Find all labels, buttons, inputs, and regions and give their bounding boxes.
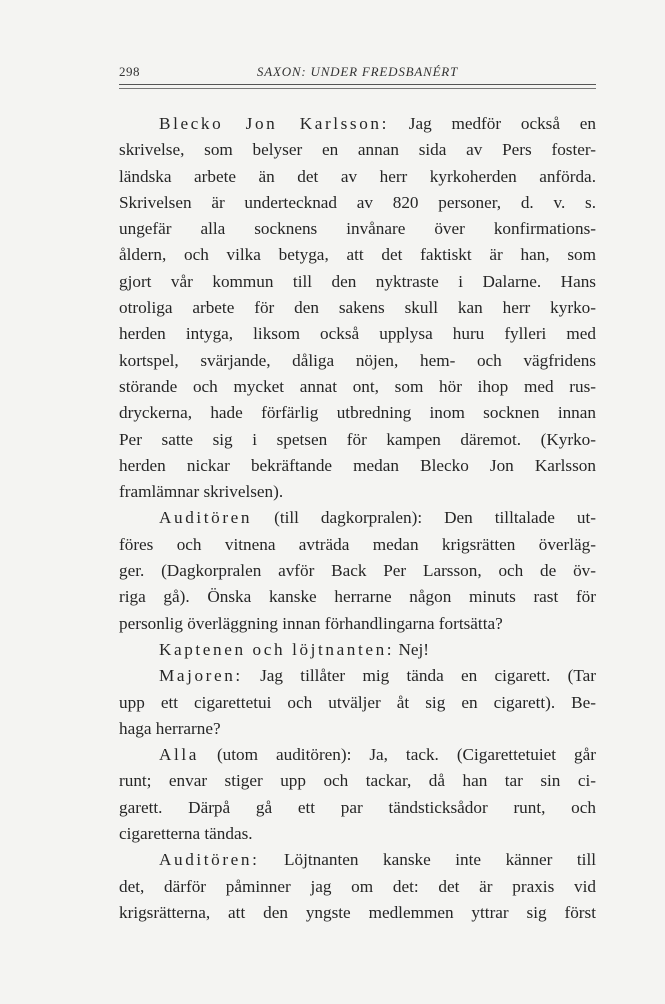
text-line: ländska arbete än det av herr kyrkoherden anförda.	[119, 166, 596, 186]
text-line: otroliga arbete för den sakens skull kan herr kyrko-	[119, 298, 596, 318]
text-line: riga gå). Önska kanske herrarne någon minuts rast för	[119, 587, 596, 607]
text-line: upp ett cigarettetui och utväljer åt sig en cigarett). Be-	[119, 692, 596, 712]
text-line: haga herrarne?	[119, 718, 221, 738]
speaker-name: Auditören:	[159, 850, 260, 870]
text-line: dryckerna, hade förfärlig utbredning inom socknen innan	[119, 403, 596, 423]
paragraph-alla	[119, 742, 596, 847]
speaker-name: Kaptenen och löjtnanten:	[159, 639, 395, 659]
text-line: herden nickar bekräftande medan Blecko Jon Karlsson	[119, 455, 596, 475]
paragraph-blecko	[119, 111, 596, 505]
text-line: ungefär alla socknens invånare över konfirmations-	[119, 219, 596, 239]
text-line: personlig överläggning innan förhandlingarna fortsätta?	[119, 613, 503, 633]
text-line: kortspel, svärjande, dåliga nöjen, hem- och vägfridens	[119, 350, 596, 370]
text-line: Skrivelsen är undertecknad av 820 personer, d. v. s.	[119, 192, 596, 212]
text-line: föres och vitnena avträda medan krigsrätten överläg-	[119, 534, 596, 554]
text-line: ger. (Dagkorpralen avför Back Per Larsson, och de öv-	[119, 561, 596, 581]
text-line: runt; envar stiger upp och tackar, då han tar sin ci-	[119, 771, 596, 791]
paragraph-auditoren-2	[119, 847, 596, 926]
text-line: åldern, och vilka betyga, att det faktiskt är han, som	[119, 245, 596, 265]
text-line: Alla (utom auditören): Ja, tack. (Cigarettetuiet går	[159, 745, 596, 765]
paragraph-kaptenen	[119, 637, 596, 663]
body-text	[119, 111, 596, 926]
text-line: cigaretterna tändas.	[119, 824, 253, 844]
page-header	[119, 60, 596, 90]
text-line: störande och mycket annat ont, som hör ihop med rus-	[119, 376, 596, 396]
text-line: krigsrätterna, att den yngste medlemmen yttrar sig först	[119, 902, 596, 922]
text-line: herden intyga, liksom också upplysa huru fylleri med	[119, 324, 596, 344]
text-line: skrivelse, som belyser en annan sida av Pers foster-	[119, 140, 596, 160]
text-line: garett. Därpå gå ett par tändsticksådor runt, och	[119, 797, 596, 817]
text-line: Blecko Jon Karlsson: Jag medför också en	[159, 114, 596, 133]
text-line: Auditören: Löjtnanten kanske inte känner till	[159, 850, 596, 870]
text-line: framlämnar skrivelsen).	[119, 482, 284, 502]
text-line: Auditören (till dagkorpralen): Den tilltalade ut-	[159, 508, 596, 528]
speaker-name: Auditören	[159, 508, 253, 528]
header-rule-thin	[119, 88, 596, 89]
paragraph-majoren	[119, 663, 596, 742]
speaker-name: Majoren:	[159, 666, 243, 686]
page-number: 298	[119, 64, 140, 79]
text-line: Kaptenen och löjtnanten: Nej!	[159, 639, 430, 659]
speaker-name: Alla	[159, 745, 199, 765]
running-title: SAXON: UNDER FREDSBANÉRT	[256, 64, 459, 79]
text-line: Per satte sig i spetsen för kampen däremot. (Kyrko-	[119, 429, 596, 449]
speaker-name: Blecko Jon Karlsson:	[159, 114, 389, 133]
text-line: Majoren: Jag tillåter mig tända en cigarett. (Tar	[159, 666, 596, 686]
header-rule-thick	[119, 84, 596, 85]
text-line: gjort vår kommun till den nyktraste i Dalarne. Hans	[119, 271, 596, 291]
paragraph-auditoren-1	[119, 505, 596, 636]
text-line: det, därför påminner jag om det: det är praxis vid	[119, 876, 596, 896]
